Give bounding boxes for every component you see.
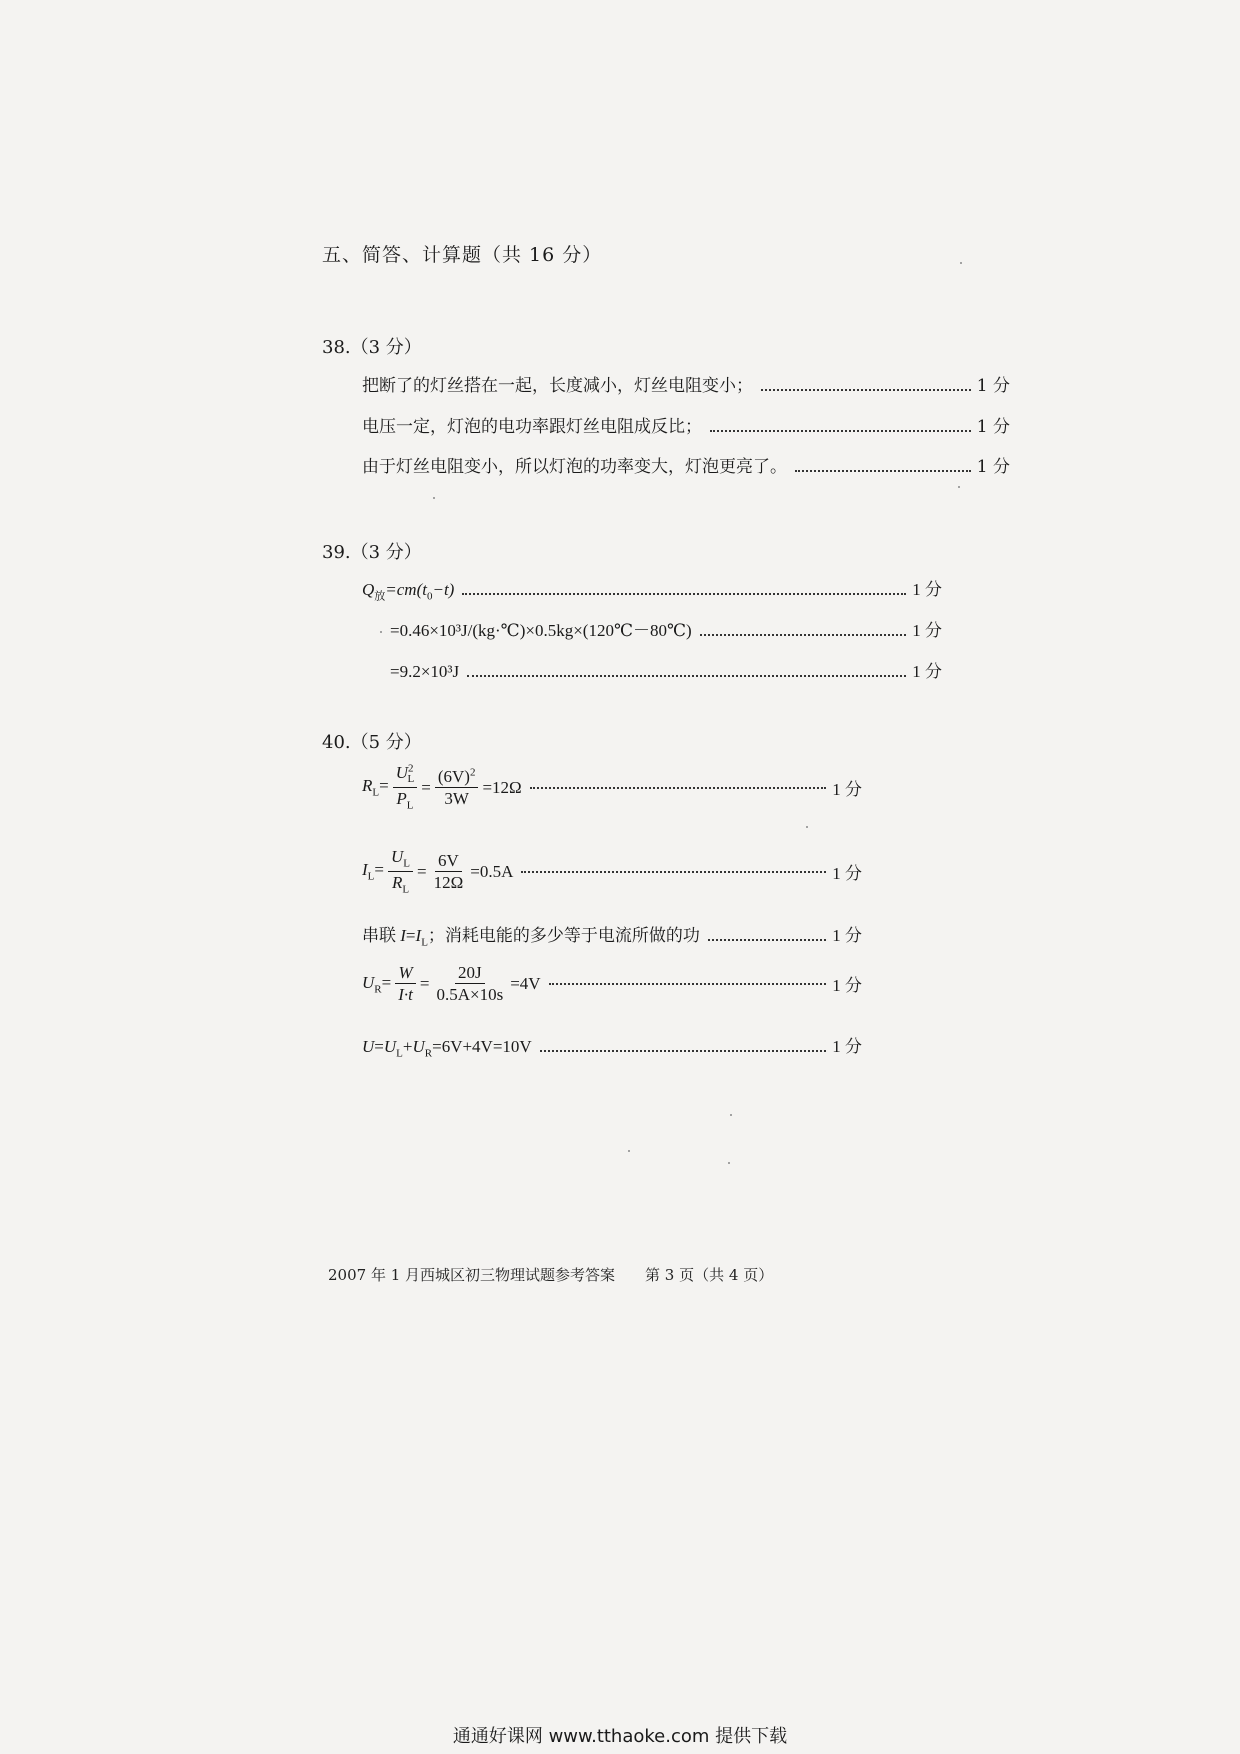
num-sup: 2 bbox=[469, 766, 476, 779]
ul-sub: L bbox=[396, 1047, 403, 1060]
fraction-ul-over-rl bbox=[388, 846, 413, 897]
q38-line-3-text: 由于灯丝电阻变小，所以灯泡的功率变大，灯泡更亮了。 bbox=[362, 457, 787, 477]
fraction-w-over-it bbox=[395, 962, 416, 1006]
q39-line-1-formula bbox=[362, 580, 454, 603]
scan-speck bbox=[380, 631, 382, 633]
ur-sub: R bbox=[374, 982, 382, 995]
leader-dots bbox=[708, 938, 826, 941]
q39-line-2-formula: =0.46×10³J/(kg·℃)×0.5kg×(120℃－80℃) bbox=[390, 621, 692, 640]
leader-dots bbox=[710, 429, 971, 432]
scan-speck bbox=[628, 1150, 630, 1152]
num-value: (6V) bbox=[437, 766, 470, 786]
t-sub: 0 bbox=[426, 590, 433, 603]
i-symbol: I bbox=[400, 926, 406, 945]
leader-dots bbox=[530, 786, 827, 789]
fraction-6v-over-12ohm bbox=[431, 850, 467, 894]
q39-line-3 bbox=[390, 657, 942, 682]
section-title: 五、简答、计算题（共 16 分） bbox=[322, 244, 603, 266]
leader-dots bbox=[700, 633, 907, 636]
leader-dots bbox=[795, 469, 971, 472]
q40-heading: 40.（5 分） bbox=[322, 732, 422, 753]
num-symbol: W bbox=[398, 963, 413, 982]
q40-line-3-score: 1 分 bbox=[832, 926, 862, 945]
il-sub: L bbox=[421, 936, 428, 949]
ur-symbol: U bbox=[412, 1037, 425, 1056]
q38-line-1 bbox=[362, 371, 1010, 396]
q38-line-1-text: 把断了的灯丝搭在一起，长度减小，灯丝电阻变小； bbox=[362, 376, 753, 396]
den-sub: L bbox=[406, 799, 414, 812]
den-symbol: R bbox=[391, 873, 403, 893]
q39-line-3-score: 1 分 bbox=[912, 662, 942, 681]
r-sub: L bbox=[372, 786, 380, 799]
num-symbol: U bbox=[395, 763, 408, 782]
leader-dots bbox=[549, 982, 827, 985]
den-sub: L bbox=[402, 883, 410, 896]
leader-dots bbox=[521, 870, 826, 873]
series-label: 串联 bbox=[362, 926, 401, 945]
scan-speck bbox=[960, 262, 962, 264]
q40-line-4-score: 1 分 bbox=[832, 976, 862, 996]
num-sup: 2 bbox=[408, 762, 414, 775]
u-symbol: U bbox=[362, 1037, 375, 1056]
ur-sub: R bbox=[424, 1047, 433, 1060]
result: =6V+4V=10V bbox=[432, 1037, 532, 1056]
q-sub: 放 bbox=[374, 590, 386, 603]
q40-line-2 bbox=[362, 846, 862, 897]
den-value: 12Ω bbox=[433, 873, 464, 893]
q39-heading: 39.（3 分） bbox=[322, 542, 422, 563]
q39-line-2 bbox=[390, 616, 942, 641]
q40-line-3-text bbox=[362, 921, 700, 948]
equals: = bbox=[374, 1037, 384, 1056]
scan-speck bbox=[806, 826, 808, 828]
site-credit: 通通好课网 www.tthaoke.com 提供下载 bbox=[452, 1726, 788, 1747]
scan-speck bbox=[728, 1162, 730, 1164]
q38-line-3-score: 1 分 bbox=[976, 457, 1010, 477]
series-text: ；消耗电能的多少等于电流所做的功 bbox=[427, 926, 700, 945]
leader-dots bbox=[467, 674, 906, 677]
leader-dots bbox=[462, 592, 906, 595]
q40-line-4 bbox=[362, 962, 862, 1006]
footer-page-number: 第 3 页（共 4 页） bbox=[645, 1266, 774, 1284]
page-footer bbox=[328, 1264, 773, 1285]
q38-line-2 bbox=[362, 412, 1010, 437]
result: =4V bbox=[510, 973, 541, 993]
q39-rest: −t) bbox=[432, 580, 455, 599]
scan-speck bbox=[958, 486, 960, 488]
q40-line-1 bbox=[362, 762, 862, 813]
q40-line-2-formula: $I_L=$ $\frac{U_L}{R_L}$ = $\frac{6V}{12\Omega}$ =0.5A bbox=[362, 847, 514, 896]
num-value: 20J bbox=[455, 962, 485, 984]
q40-line-2-score: 1 分 bbox=[832, 864, 862, 884]
equals: = bbox=[405, 926, 416, 945]
num-sub: L bbox=[407, 773, 415, 786]
num-value: 6V bbox=[435, 850, 462, 872]
footer-title: 2007 年 1 月西城区初三物理试题参考答案 bbox=[328, 1266, 616, 1284]
q38-line-1-score: 1 分 bbox=[976, 376, 1010, 396]
q39-line-2-score: 1 分 bbox=[912, 621, 942, 640]
q39-line-1-score: 1 分 bbox=[912, 580, 942, 599]
den-symbol: P bbox=[396, 789, 407, 809]
q40-line-1-score: 1 分 bbox=[832, 780, 862, 800]
q38-heading: 38.（3 分） bbox=[322, 337, 422, 358]
ul-symbol: U bbox=[383, 1037, 397, 1056]
leader-dots bbox=[761, 388, 971, 391]
scan-speck bbox=[433, 497, 435, 499]
num-sub: L bbox=[403, 857, 411, 870]
q38-line-3 bbox=[362, 452, 1010, 477]
fraction-6v2-over-3w bbox=[435, 766, 479, 810]
plus: + bbox=[402, 1037, 413, 1056]
scan-speck bbox=[730, 1114, 732, 1116]
fraction-20j-over-time bbox=[433, 962, 506, 1006]
q-symbol: Q bbox=[362, 580, 375, 599]
result: =0.5A bbox=[470, 861, 514, 881]
q40-line-5 bbox=[362, 1032, 862, 1059]
q39-line-1 bbox=[362, 575, 942, 603]
q40-line-4-formula: $U_R=$ $\frac{W}{I\cdot t}$ = $\frac{20J}{0.5A\times 10s}$ =4V bbox=[362, 963, 541, 1005]
i-symbol: I bbox=[362, 860, 368, 880]
fraction-ul2-over-pl bbox=[393, 762, 418, 813]
den-value: 0.5A×10s bbox=[436, 985, 504, 1005]
q40-line-5-formula bbox=[362, 1037, 532, 1059]
q38-line-2-score: 1 分 bbox=[976, 417, 1010, 437]
i-sub: L bbox=[367, 870, 375, 883]
num-symbol: U bbox=[391, 847, 404, 866]
q38-line-2-text: 电压一定，灯泡的电功率跟灯丝电阻成反比； bbox=[362, 417, 702, 437]
il-symbol: I bbox=[415, 926, 422, 945]
r-symbol: R bbox=[362, 776, 373, 796]
ur-symbol: U bbox=[362, 972, 375, 992]
result: =12Ω bbox=[482, 777, 522, 797]
leader-dots bbox=[540, 1049, 827, 1052]
q39-line-3-formula: =9.2×10³J bbox=[390, 662, 460, 681]
q40-line-3 bbox=[362, 921, 862, 948]
q40-line-5-score: 1 分 bbox=[832, 1037, 862, 1056]
den-symbol: I·t bbox=[398, 985, 413, 1005]
q39-eq: =cm(t bbox=[385, 580, 427, 599]
den-value: 3W bbox=[444, 789, 469, 809]
q40-line-1-formula: $R_L=$ $\frac{U^2_L}{P_L}$ = $\frac{(6V)^2}{3W}$ =12Ω bbox=[362, 762, 522, 812]
